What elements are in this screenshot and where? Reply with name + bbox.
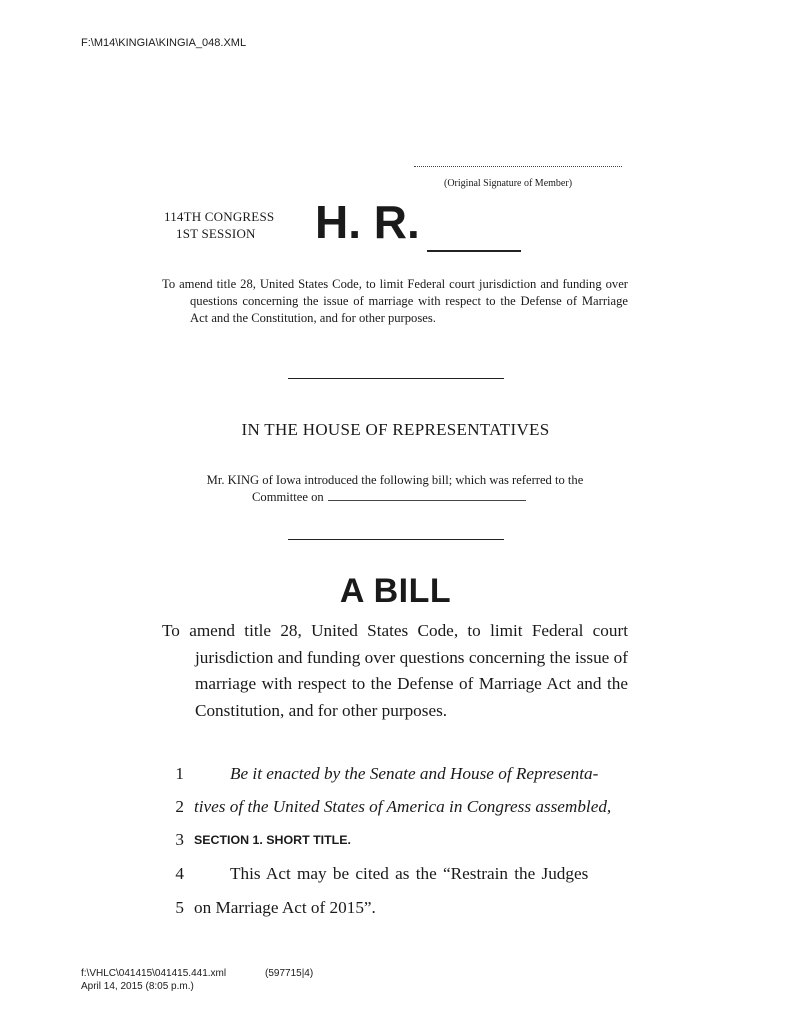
committee-blank [328, 490, 526, 501]
document-type-heading: A BILL [339, 572, 452, 610]
footer-date: April 14, 2015 (8:05 p.m.) [81, 981, 194, 992]
enacting-clause: tives of the United States of America in Congress assembled, [194, 797, 612, 816]
signature-caption: (Original Signature of Member) [444, 178, 573, 189]
line-number: 5 [175, 898, 184, 917]
footer-path: f:\VHLC\041415\041415.441.xml [81, 968, 227, 979]
divider-rule [288, 378, 504, 379]
short-title [162, 276, 628, 327]
introduction-line-1: Mr. KING of Iowa introduced the following bill; which was referred to the [206, 473, 584, 487]
bill-designation: H. R. [315, 196, 420, 248]
introduction-line-2 [162, 489, 628, 506]
file-path: F:\M14\KINGIA\KINGIA_048.XML [81, 37, 247, 49]
line-number: 4 [175, 864, 184, 883]
long-title [162, 618, 628, 724]
section-heading: SECTION 1. SHORT TITLE. [194, 833, 351, 847]
footer-code: (597715|4) [265, 968, 314, 979]
congress-label: 114TH CONGRESS [164, 209, 275, 224]
line-number: 3 [175, 830, 184, 849]
section-text: This Act may be cited as the “Restrain the Judges [230, 864, 589, 883]
short-title-text: To amend title 28, United States Code, to limit Federal court jurisdiction and funding over questions concerning the issue of marriage with respect to the Defense of Marriage Act and the Constitution, and for other purposes. [162, 277, 628, 325]
bill-number-blank [427, 250, 521, 252]
footer [81, 967, 314, 993]
chamber-heading: IN THE HOUSE OF REPRESENTATIVES [241, 420, 550, 439]
long-title-text: To amend title 28, United States Code, to limit Federal court jurisdiction and funding over questions concerning the issue of marriage with respect to the Defense of Marriage Act and the Constitution, and for other purposes. [162, 621, 628, 720]
line-number: 1 [175, 764, 184, 783]
signature-line [414, 158, 622, 167]
committee-label: Committee on [252, 490, 324, 504]
introduction [162, 472, 628, 506]
divider-rule [288, 539, 504, 540]
enacting-clause: Be it enacted by the Senate and House of Representa- [230, 764, 599, 783]
line-number: 2 [175, 797, 184, 816]
session-label: 1ST SESSION [176, 226, 256, 241]
section-text: on Marriage Act of 2015”. [194, 898, 376, 917]
